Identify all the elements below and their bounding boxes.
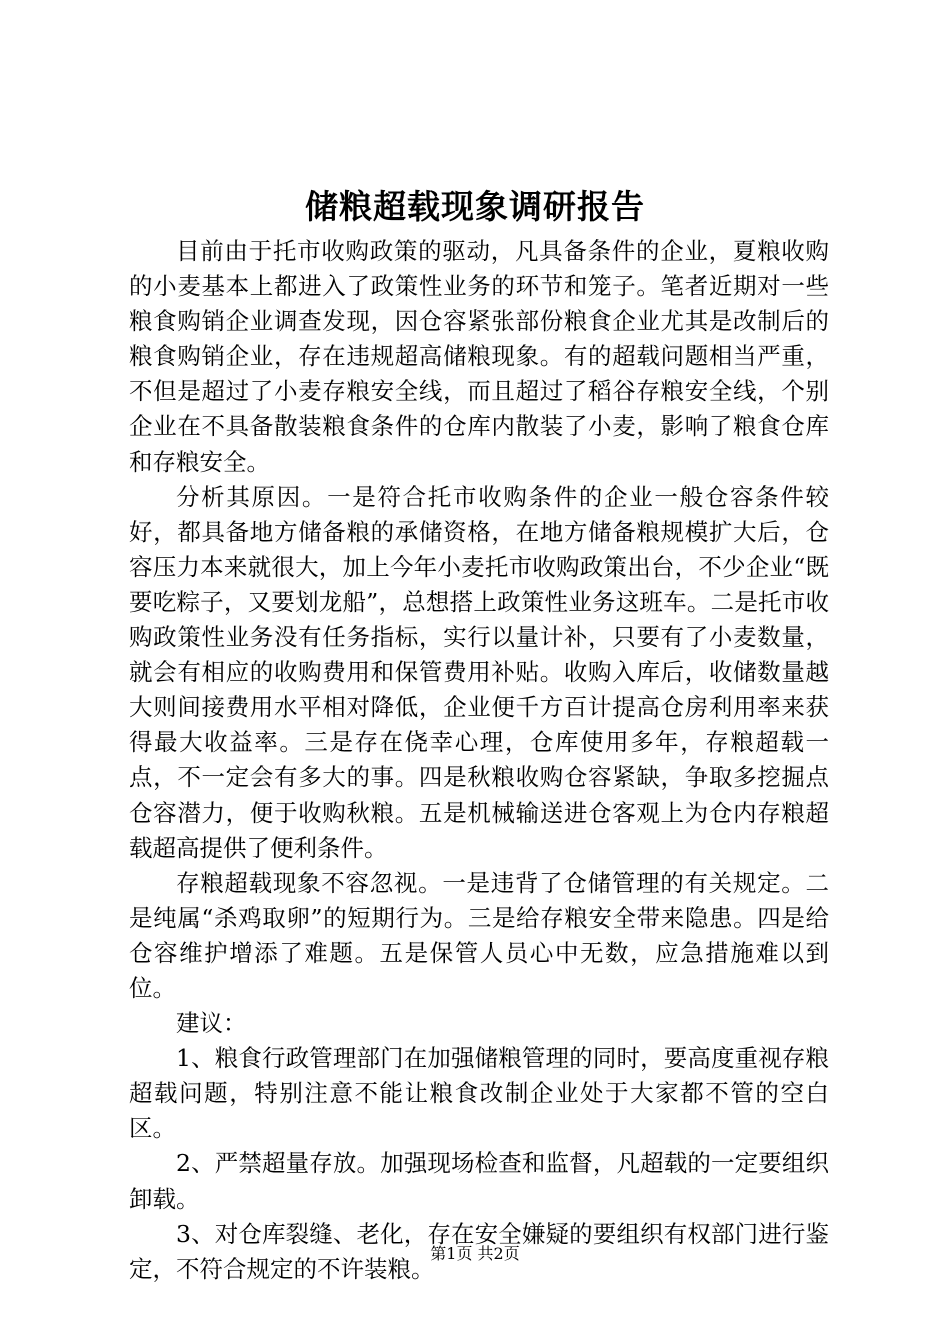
paragraph-suggestions-heading: 建议： bbox=[176, 1009, 247, 1038]
suggestion-item-3: 3、对仓库裂缝、老化，存在安全嫌疑的要组织有权部门进行鉴定，不符合规定的不许装粮。 bbox=[129, 1219, 829, 1283]
paragraph-impacts: 存粮超载现象不容忽视。一是违背了仓储管理的有关规定。二是纯属“杀鸡取卵”的短期行为。三是给存粮安全带来隐患。四是给仓容维护增添了难题。五是保管人员心中无数，应急措施难以到位。 bbox=[129, 868, 829, 1002]
suggestion-item-2: 2、严禁超量存放。加强现场检查和监督，凡超载的一定要组织卸载。 bbox=[129, 1149, 829, 1213]
paragraph-intro: 目前由于托市收购政策的驱动，凡具备条件的企业，夏粮收购的小麦基本上都进入了政策性业务的环节和笼子。笔者近期对一些粮食购销企业调查发现，因仓容紧张部份粮食企业尤其是改制后的粮食购销企业，存在违规超高储粮现象。有的超载问题相当严重，不但是超过了小麦存粮安全线，而且超过了稻谷存粮安全线，个别企业在不具备散装粮食条件的仓库内散装了小麦，影响了粮食仓库和存粮安全。 bbox=[129, 237, 829, 476]
paragraph-causes: 分析其原因。一是符合托市收购条件的企业一般仓容条件较好，都具备地方储备粮的承储资格，在地方储备粮规模扩大后，仓容压力本来就很大，加上今年小麦托市收购政策出台，不少企业“既要吃粽子，又要划龙船”，总想搭上政策性业务这班车。二是托市收购政策性业务没有任务指标，实行以量计补，只要有了小麦数量，就会有相应的收购费用和保管费用补贴。收购入库后，收储数量越大则间接费用水平相对降低，企业便千方百计提高仓房利用率来获得最大收益率。三是存在侥幸心理，仓库使用多年，存粮超载一点，不一定会有多大的事。四是秋粮收购仓容紧缺，争取多挖掘点仓容潜力，便于收购秋粮。五是机械输送进仓客观上为仓内存粮超载超高提供了便利条件。 bbox=[129, 482, 829, 862]
suggestion-item-1: 1、粮食行政管理部门在加强储粮管理的同时，要高度重视存粮超载问题，特别注意不能让粮食改制企业处于大家都不管的空白区。 bbox=[129, 1044, 829, 1143]
document-body bbox=[129, 234, 829, 1287]
page-footer: 第1页 共2页 bbox=[430, 1244, 520, 1263]
document-title: 储粮超载现象调研报告 bbox=[305, 187, 645, 226]
